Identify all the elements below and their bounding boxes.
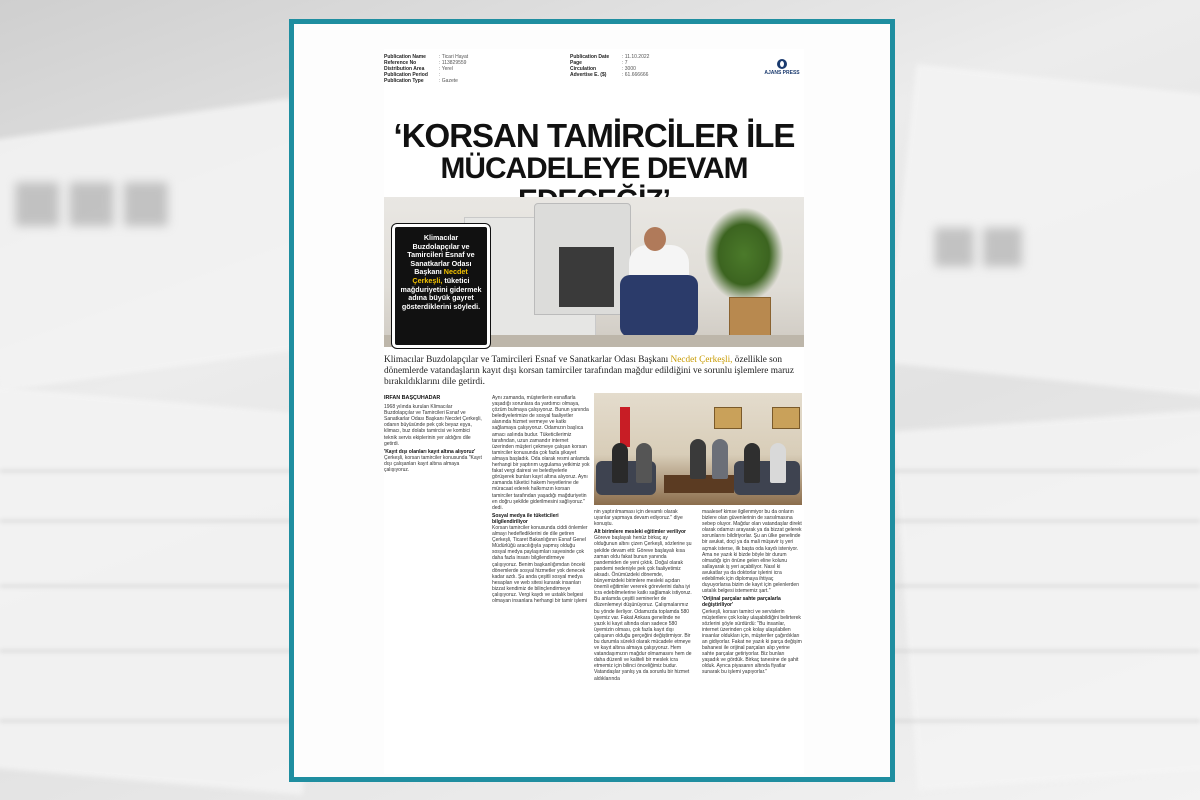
meeting-photo [594, 393, 802, 505]
author-byline: İRFAN BAŞÇUHADAR [384, 395, 441, 401]
column-2-text: Aynı zamanda, müşterilerin esnaflarla yaşadığı sorunlara da yardımcı olmaya, çözüm bulmaya çalışıyoruz. Bunun yanında belediyelerimize de sosyal faaliyetler alanında hizmet vermeye ve katkı sağlamaya çalışıyoruz. Odamızın başlıca amacı aslında budur. Tüketicilerimiz tarafından, uzun zamandır internet üzerinden müşteri çekmeye çalışan korsan tamirciler konusunda çok fazla şikayet almaya başladık. Oda olarak resmi anlamda herhangi bir yaptırım uygulama yetkimiz yok fakat vergi dairesi ve belediyelerle görüşerek bunları kayıt altına alıyoruz. Aynı zamanda tüketici hakem heyetlerine de müracaat ederek halkımızın korsan tamirciler tarafından yaşadığı mağduriyetin en doğru şekilde giderilmesini sağlıyoruz." dedi. [492, 395, 590, 511]
ajans-press-logo-icon [777, 59, 787, 69]
lead-text-post: özellikle son dönemlerde vatandaşların kayıt dışı korsan tamirciler tarafından mağdur edildiğini ve sorunlu işlemlere maruz bırakıldıklarını dile getirdi. [384, 355, 794, 387]
column-4-text: maalesef kimse ilgilenmiyor bu da onların bizlere olan güvenlerinin de sarsılmasına sebep oluyor. Mağdur olan vatandaşlar direkt olarak odamızı arayarak ya da bizzat gelerek sorunlarını bildiriyorlar. Şu an ülke genelinde bir avukat, doçi ya da mali müşavir iş yeri açmak isterse, ilk başta oda kaydı isteniyor. Ama ne yazık ki bizde böyle bir durum olmadığı için önüne gelen eline kolunu sallayarak iş yeri açabiliyor. Nasıl ki avukatlar ya da doktorlar işlerini icra edebilmek için diplomaya ihtiyaç duyuyorlarsa bizim de kayıt için gelenlerden ustalık belgesi istememiz şart." [702, 509, 802, 595]
photo-person [612, 443, 628, 483]
photo-crate [729, 297, 771, 337]
meta-right [570, 54, 649, 78]
lead-text-pre: Klimacılar Buzdolapçılar ve Tamircileri Esnaf ve Sanatkarlar Odası Başkanı [384, 355, 671, 365]
subheading-3: Alt birimlere mesleki eğitimler veriliyor [594, 529, 686, 536]
lead-paragraph [384, 355, 804, 388]
meta-row [570, 72, 649, 78]
meta-key: Publication Period [384, 72, 428, 78]
photo-person [712, 439, 728, 479]
meta-key: Page [570, 60, 582, 66]
headline-line-2: MÜCADELEYE DEVAM [440, 152, 748, 185]
meta-value: : Ticari Hayat [439, 54, 469, 60]
meta-value-text: 11.10.2022 [624, 54, 650, 60]
bg-blur-text: ■■■ [10, 152, 174, 251]
column-3-text: nin yaptırılmaması için devamlı olarak uyarılar yapmaya devam ediyoruz." diye konuştu. [594, 509, 683, 528]
article-column-4 [702, 509, 802, 773]
bg-sheet [893, 409, 1200, 790]
photo-plant [704, 207, 784, 302]
subheading-1: 'Kayıt dışı olanları kayıt altına alıyoruz' [384, 448, 476, 455]
subheading-4: 'Orijinal parçalar sahte parçalarla değiştiriliyor' [702, 596, 781, 609]
meta-value-text: 7 [624, 60, 628, 66]
meta-value-text: Gazete [441, 78, 458, 84]
photo-callout [392, 224, 490, 348]
headline-line-1: ‘KORSAN TAMİRCİLER İLE [393, 117, 795, 154]
ajans-press-logo-text: AJANS PRESS [764, 70, 800, 76]
callout-text-pre: Klimacılar Buzdolapçılar ve Tamircileri Esnaf ve Sanatkarlar Odası Başkanı [407, 233, 475, 277]
meta-value: : 61.666666 [622, 72, 649, 78]
photo-fridge-inside [559, 247, 614, 307]
meta-value: : 7 [622, 60, 628, 66]
photo-technician [614, 227, 704, 347]
lead-highlight-name: Necdet Çerkeşli, [670, 355, 733, 365]
clipping-frame [289, 19, 895, 782]
photo-technician-head [644, 227, 666, 251]
meta-value: : [439, 72, 441, 78]
photo-person [744, 443, 760, 483]
photo-wall-frame [714, 407, 742, 429]
meta-value-text: Ticari Hayat [441, 54, 469, 60]
meta-value: : 11.10.2022 [622, 54, 650, 60]
callout-highlight-name: Necdet Çerkeşli, [412, 267, 468, 285]
photo-technician-overall [620, 275, 698, 337]
ajans-press-logo [760, 59, 804, 76]
meta-key: Advertise E. ($) [570, 72, 607, 78]
meta-value: : 113829559 [439, 60, 467, 66]
article-column-2 [492, 395, 590, 773]
callout-text-post: tüketici mağduriyetini gidermek adına büyük gayret gösterdiklerini söyledi. [400, 275, 482, 311]
meta-key: Reference No [384, 60, 417, 66]
meta-value-text: 113829559 [441, 60, 467, 66]
bg-blur-text: ■■ [930, 201, 1027, 289]
meta-key: Circulation [570, 66, 597, 72]
meta-key: Distribution Area [384, 66, 425, 72]
meta-key: Publication Type [384, 78, 424, 84]
article-column-3 [594, 509, 692, 773]
callout-text [395, 227, 487, 318]
column-4-text-2: Çerkeşli, korsan tamirci ve servislerin müşterilere çok kolay ulaşabildiğini belirterek sözlerini şöyle sürdürdü: "Bu insanlar, internet üzerinden çok kolay ulaşılabilen insanlar oldukları için, müşteriler çağırdıkları an gidiyorlar. Fakat ne yazık ki parça değişim bahanesi ile orijinal parçaları alıp yerine sahte parçalar getiriyorlar. Biz bunları yaşadık ve gördük. Birkaç tanesine de şahit olduk. Ayrıca piyasanın altında fiyatlar sunarak bu işlemi yapıyorlar." [702, 608, 802, 676]
photo-person [636, 443, 652, 483]
meta-value-text: 3000 [624, 66, 636, 72]
column-2-text-2: Korsan tamirciler konusunda ciddi önlemler almayı hedeflediklerini de dile getiren Çerkeşli, Ticaret Bakanlığının Esnaf Genel Müdürlüğü aracılığıyla yapmış olduğu sosyal medya paylaşımları sayesinde çok daha fazla insanı bilgilendirmeye çalışıyoruz. Benim başkanlığımdan önceki dönemlerde sosyal hizmetler yok denecek kadar azdı. Şu anda çeşitli sosyal medya hesapları ve web sitesi kurarak insanları bizzat kendimiz de bilinçlendirmeye çalışıyoruz. Vergi kaydı ve ustalık belgesi olmayan insanlara herhangi bir tamir işlemi [492, 524, 588, 605]
column-1-text-2: Çerkeşli, korsan tamirciler konusunda "Kayıt dışı çalışanları kayıt altına almaya çalışıyoruz. [384, 454, 482, 474]
subheading-2: Sosyal medya ile tüketicileri bilgilendiriliyor [492, 512, 559, 525]
meta-value: : Gazete [439, 78, 458, 84]
bg-sheet [0, 385, 336, 795]
meta-key: Publication Name [384, 54, 426, 60]
meta-value-text: Yerel [441, 66, 453, 72]
column-1-text: 1968 yılında kurulan Klimacılar Buzdolapçılar ve Tamircileri Esnaf ve Sanatkarlar Odası Başkanı Necdet Çerkeşli, odanın büyüsünde pek çok beyaz eşya, klimacı, buz dolabı tamircisi ve kombici teknik servis ekiplerinin yer aldığını dile getirdi. [384, 404, 482, 447]
photo-flag [620, 407, 630, 447]
photo-person [690, 439, 706, 479]
photo-wall-frame [772, 407, 800, 429]
meta-key: Publication Date [570, 54, 610, 60]
article-column-1 [384, 395, 482, 535]
meta-value: : Yerel [439, 66, 453, 72]
column-3-text-2: Göreve başlayalı henüz birkaç ay olduğunun altını çizen Çerkeşli, sözlerine şu şekilde devam etti: Göreve başlayalı kısa zaman oldu fakat bunun yanında pandemiden de yeni çıktık. Doğal olarak pandemi nedeniyle pek çok faaliyetimiz aksadı. Önümüzdeki dönemde, bünyemizdeki birimlere mesleki açıdan önemli eğitimler vererek görevlerini daha iyi icra edebilmelerine katkı sağlamak istiyoruz. Bu anlamda çeşitli seminerler de düzenlemeyi düşünüyoruz. Çalışmalarımız bu yönde ilerliyor. Odamızda toplamda 580 üyemiz var. Fakat Ankara genelinde ne yazık ki kayıt altında olan sadece 580 üyemizin olması, çok fazla kayıt dışı çalışanın olduğu gerçeğini değiştirmiyor. Bir bu durumla sürekli olarak mücadele etmeye ve kayıt altına almaya çalışıyoruz. Hem vatandaşımızın mağdur olmamasını hem de daha düzenli ve kaliteli bir meslek icra etmemiz için bilinci önceliğimiz budur. Vatandaşlar yanlış ya da sorunlu bir hizmet aldıklarında [594, 535, 692, 682]
meta-row [384, 78, 468, 84]
photo-person [770, 443, 786, 483]
newspaper-page [384, 49, 804, 774]
meta-left [384, 54, 468, 84]
meta-value: : 3000 [622, 66, 636, 72]
meta-value-text: 61.666666 [624, 72, 649, 78]
